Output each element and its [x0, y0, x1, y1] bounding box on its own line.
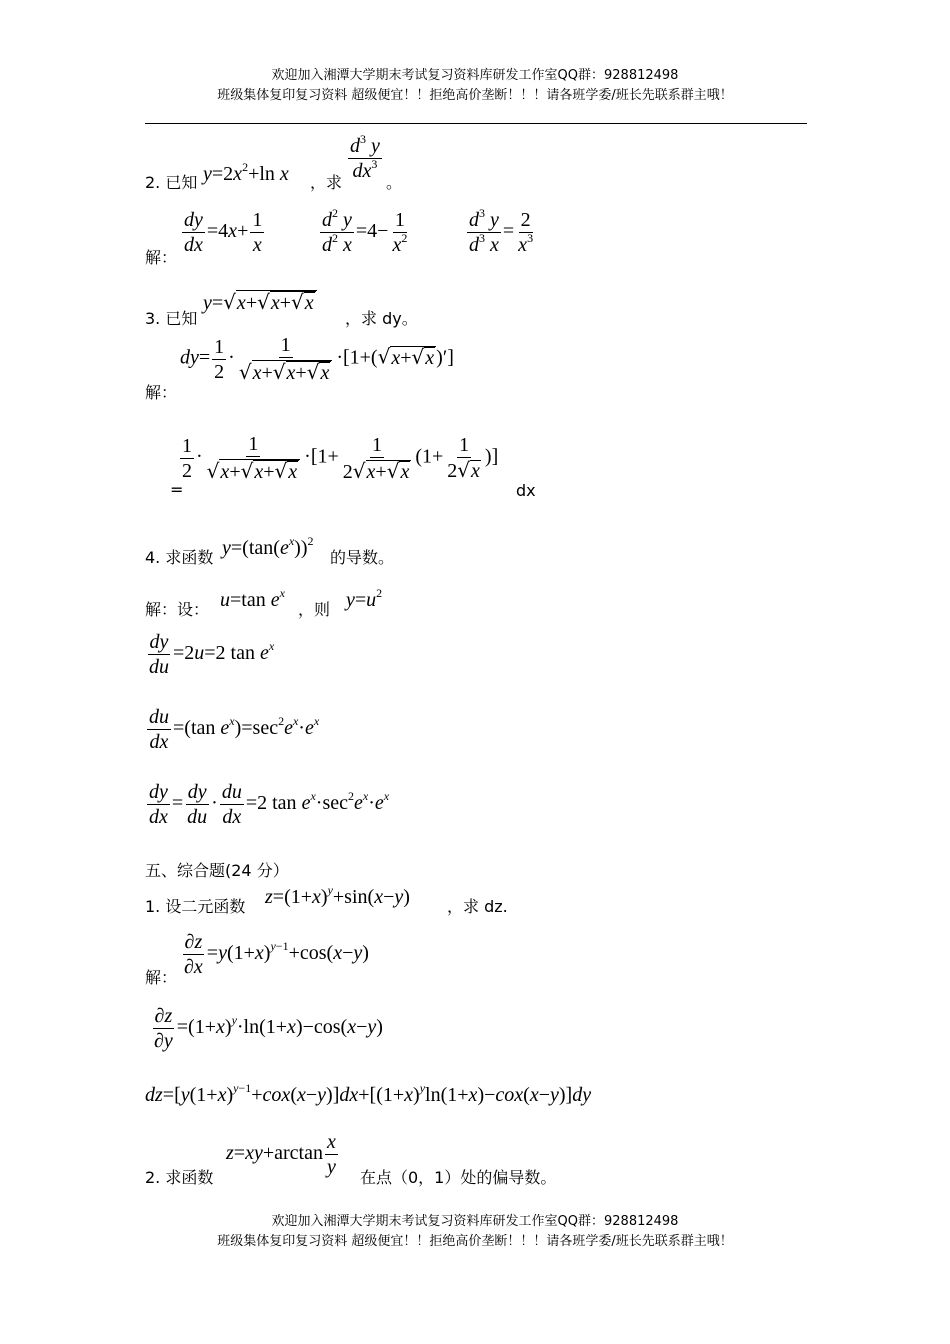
q4-let-label: 解：设：: [145, 600, 210, 619]
q2-third-derivative-formula: $\frac{d^3 y}{dx^3}$: [350, 132, 380, 182]
q2-mid: ，求: [310, 173, 343, 192]
header-line-2: 班级集体复印复习资料 超级便宜！！拒绝高价垄断！！！请各班学委/班长先联系群主哦！: [217, 88, 733, 103]
q2-function-formula: $y=2x^2+\ln$ x: [203, 160, 289, 185]
q2-suffix: 。: [386, 173, 403, 192]
p1-answer-label: 解：: [145, 968, 178, 987]
q3-prefix: 3. 已知: [145, 309, 198, 328]
p1-partial-z-x-formula: $\frac{\partial z}{\partial x}$ $=y(1+x)^{y-1}+\cos(x-y)$: [184, 931, 369, 978]
p1-suffix: ，求 dz.: [447, 897, 508, 916]
q4-suffix: 的导数。: [330, 548, 395, 567]
section5-title: 五、综合题(24 分）: [145, 861, 289, 880]
p2-suffix: 在点（0，1）处的偏导数。: [360, 1168, 557, 1187]
footer-line-2: 班级集体复印复习资料 超级便宜！！拒绝高价垄断！！！请各班学委/班长先联系群主哦！: [217, 1234, 733, 1249]
q2-prefix: 2. 已知: [145, 173, 198, 192]
p2-function-formula: z=xy+arctan $\frac{x}{y}$: [226, 1131, 336, 1178]
p1-function-formula: $z=(1+x)^y+\sin(x-y)$: [265, 883, 410, 908]
q2-second-derivative: $\frac{d^2 y}{d^2 x}$ =4− $\frac{1}{x^2}$: [322, 206, 408, 256]
q4-prefix: 4. 求函数: [145, 548, 214, 567]
q3-dy-expanded-formula: $\frac{1}{2}$ · $\frac{1}{√x+√x+√x}$ ·[1+ $\frac{1}{2√x+√x}$ (1+ $\frac{1}{2√x}$ )]: [182, 433, 499, 483]
q3-suffix: ，求 dy。: [345, 309, 418, 328]
q4-du-dx-formula: $\frac{du}{dx}$ =(tan $e^x)=\sec^2e^x\cdot e^x$: [149, 706, 320, 753]
footer-line-1: 欢迎加入湘潭大学期末考试复习资料库研发工作室QQ群：928812498: [271, 1214, 679, 1229]
p2-prefix: 2. 求函数: [145, 1168, 214, 1187]
q3-dx: dx: [516, 481, 536, 500]
header-line-1: 欢迎加入湘潭大学期末考试复习资料库研发工作室QQ群：928812498: [271, 68, 679, 83]
q2-third-derivative: $\frac{d^3 y}{d^3 x}$ = $\frac{2}{x^3}$: [469, 206, 534, 256]
q4-outer-function-formula: $y=u^2$: [346, 586, 383, 611]
q4-dy-du-formula: $\frac{dy}{du}$ =2u=2 $\tan e^x$: [149, 631, 275, 678]
q2-answer-label: 解：: [145, 248, 178, 267]
q3-equals-sign: =: [170, 480, 184, 499]
q3-dy-formula: dy= $\frac{1}{2}$ · $\frac{1}{√x+√x+√x}$ ·[1+(√x+√x )′]: [180, 334, 454, 384]
p1-total-differential-formula: $dz=[y(1+x)^{y-1}+cox(x-y)]dx+[(1+x)^y\ln(1+x)-cox(x-y)]dy$: [145, 1081, 592, 1106]
q4-substitution-formula: u=tan $e^x$: [220, 586, 285, 611]
p1-partial-z-y-formula: $\frac{\partial z}{\partial y}$ $=(1+x)^y\cdot\ln(1+x)-\cos(x-y)$: [154, 1005, 383, 1052]
header-divider: [145, 123, 807, 124]
p1-prefix: 1. 设二元函数: [145, 897, 246, 916]
q4-chain-rule-formula: $\frac{dy}{dx}$ = $\frac{dy}{du}$ · $\frac{du}{dx}$ =2 $\tan e^x\cdot\sec^2e^x\cdot e^x$: [149, 781, 390, 828]
q4-function-formula: $y=(\tan(e^x))^2$: [222, 534, 314, 559]
q3-answer-label: 解：: [145, 383, 178, 402]
q2-first-derivative: $\frac{dy}{dx}$ =4x+ $\frac{1}{x}$: [184, 209, 263, 256]
q3-function-formula: y=√x+√x+√x: [203, 290, 317, 313]
q4-then: ，则: [298, 600, 331, 619]
